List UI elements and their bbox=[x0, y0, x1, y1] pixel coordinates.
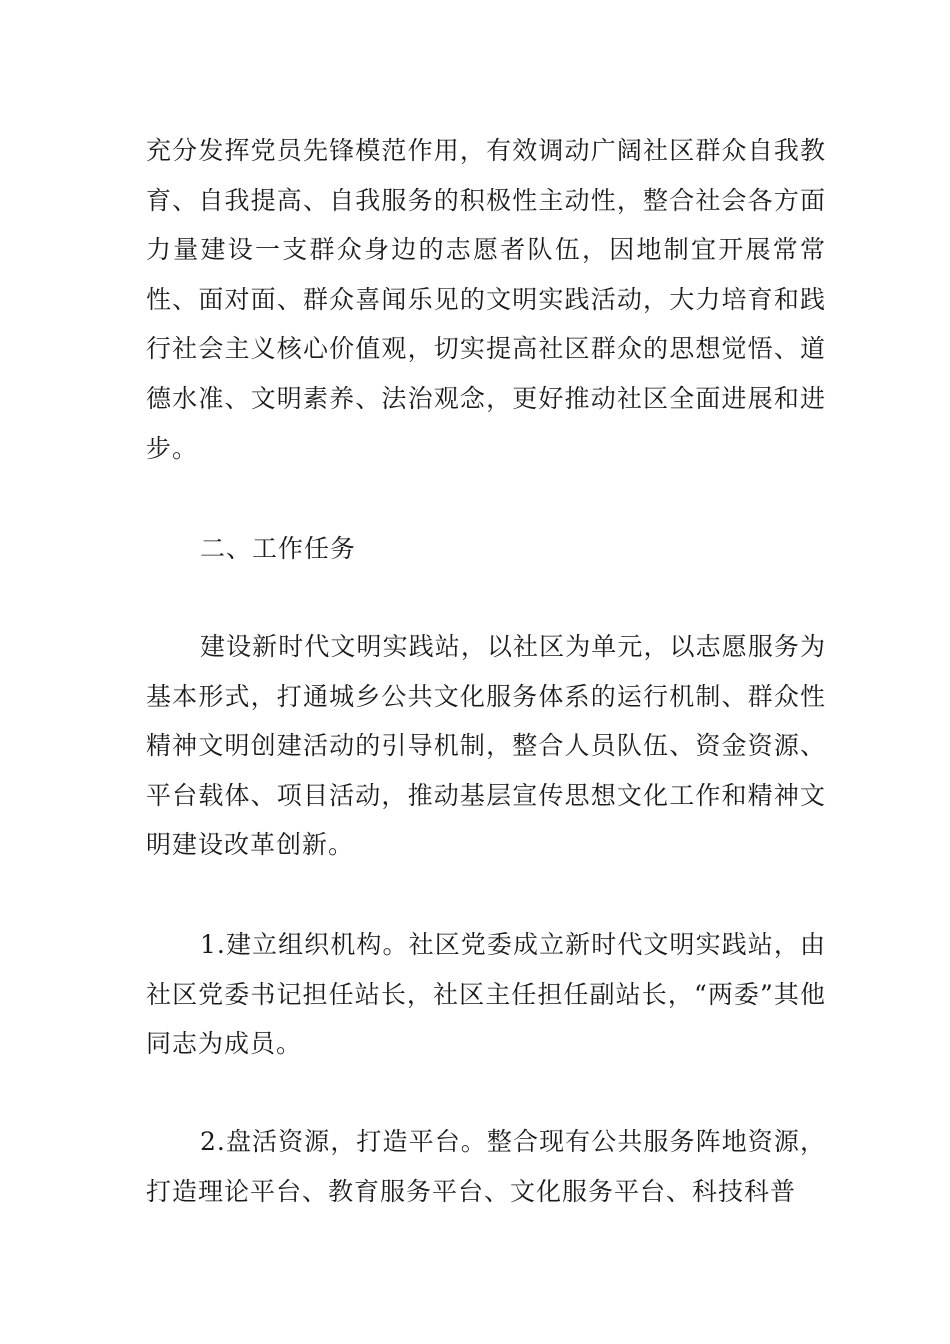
body-paragraph-resources-platform: 2.盘活资源，打造平台。整合现有公共服务阵地资源，打造理论平台、教育服务平台、文化服务平台、科技科普 bbox=[146, 1127, 826, 1206]
body-paragraph-purpose: 充分发挥党员先锋模范作用，有效调动广阔社区群众自我教育、自我提高、自我服务的积极性主动性，整合社会各方面力量建设一支群众身边的志愿者队伍，因地制宜开展常常性、面对面、群众喜闻乐见的文明实践活动，大力培育和践行社会主义核心价值观，切实提高社区群众的思想觉悟、道德水准、文明素养、法治观念，更好推动社区全面进展和进步。 bbox=[146, 136, 826, 463]
section-heading-work-tasks: 二、工作任务 bbox=[200, 534, 357, 563]
body-paragraph-organization: 1.建立组织机构。社区党委成立新时代文明实践站，由社区党委书记担任站长，社区主任担任副站长，“两委”其他同志为成员。 bbox=[146, 930, 826, 1059]
body-paragraph-build-station: 建设新时代文明实践站，以社区为单元，以志愿服务为基本形式，打通城乡公共文化服务体系的运行机制、群众性精神文明创建活动的引导机制，整合人员队伍、资金资源、平台载体、项目活动，推动基层宣传思想文化工作和精神文明建设改革创新。 bbox=[146, 632, 826, 860]
